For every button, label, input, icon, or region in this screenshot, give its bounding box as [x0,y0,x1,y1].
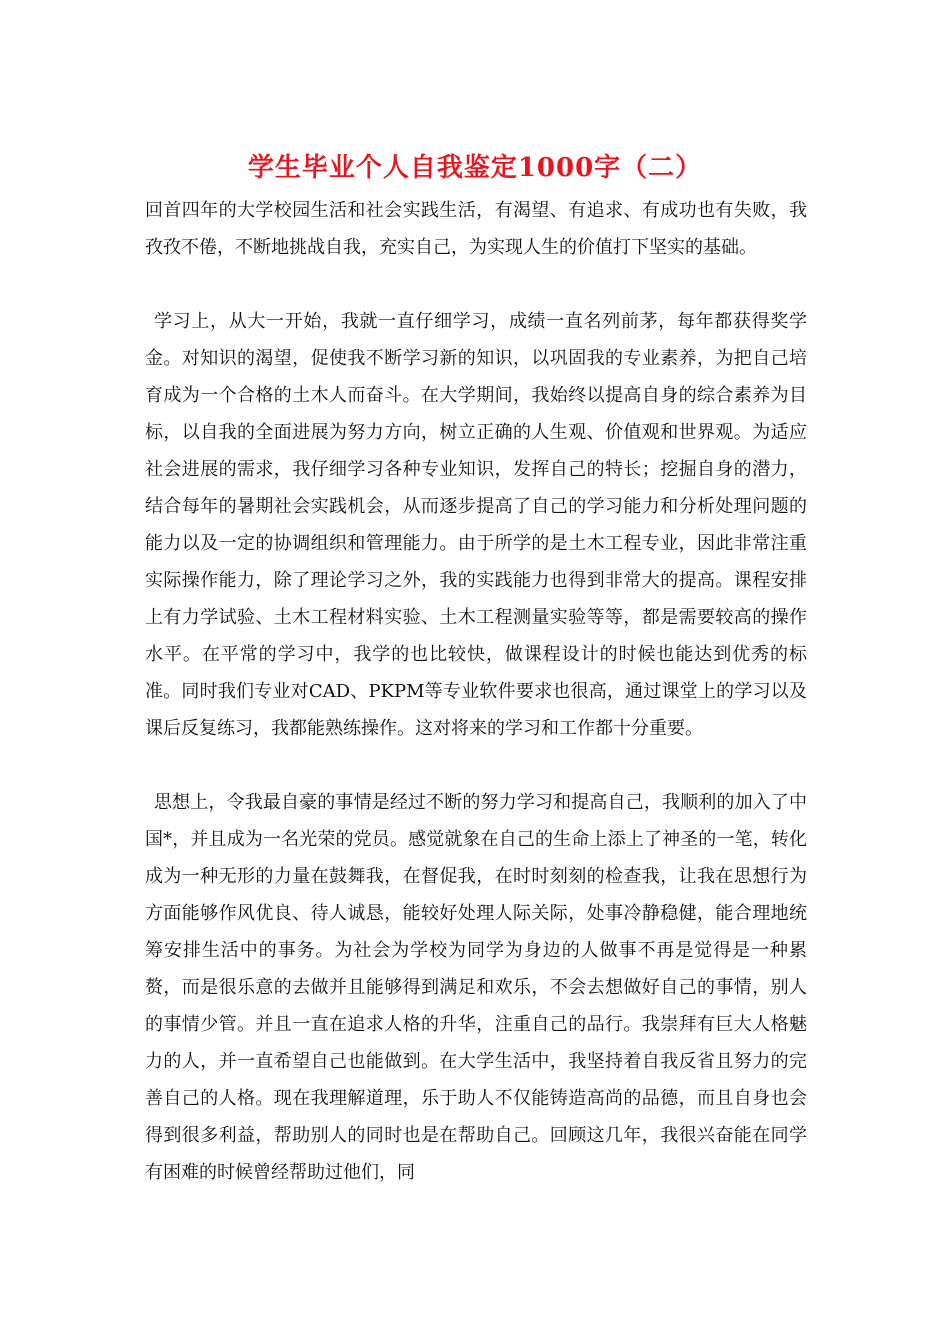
paragraph-intro: 回首四年的大学校园生活和社会实践生活，有渴望、有追求、有成功也有失败，我孜孜不倦，不断地挑战自我，充实自己，为实现人生的价值打下坚实的基础。 [145,200,807,258]
paragraph-spacer [145,747,807,784]
document-title: 学生毕业个人自我鉴定1000字（二） [247,153,703,183]
paragraph-thought: 思想上，令我最自豪的事情是经过不断的努力学习和提高自己，我顺利的加入了中国*，并且成为一名光荣的党员。感觉就象在自己的生命上添上了神圣的一笔，转化成为一种无形的力量在鼓舞我，在督促我，在时时刻刻的检查我，让我在思想行为方面能够作风优良、待人诚恳，能较好处理人际关际，处事冷静稳健，能合理地统筹安排生活中的事务。为社会为学校为同学为身边的人做事不再是觉得是一种累赘，而是很乐意的去做并且能够得到满足和欢乐，不会去想做好自己的事情，别人的事情少管。并且一直在追求人格的升华，注重自己的品行。我崇拜有巨大人格魅力的人，并一直希望自己也能做到。在大学生活中，我坚持着自我反省且努力的完善自己的人格。现在我理解道理，乐于助人不仅能铸造高尚的品德，而且自身也会得到很多利益，帮助别人的同时也是在帮助自己。回顾这几年，我很兴奋能在同学有困难的时候曾经帮助过他们，同 [145,792,807,1183]
paragraph-study: 学习上，从大一开始，我就一直仔细学习，成绩一直名列前茅，每年都获得奖学金。对知识的渴望，促使我不断学习新的知识，以巩固我的专业素养，为把自己培育成为一个合格的土木人而奋斗。在大学期间，我始终以提高自身的综合素养为目标，以自我的全面进展为努力方向，树立正确的人生观、价值观和世界观。为适应社会进展的需求，我仔细学习各种专业知识，发挥自己的特长；挖掘自身的潜力，结合每年的暑期社会实践机会，从而逐步提高了自己的学习能力和分析处理问题的能力以及一定的协调组织和管理能力。由于所学的是土木工程专业，因此非常注重实际操作能力，除了理论学习之外，我的实践能力也得到非常大的提高。课程安排上有力学试验、土木工程材料实验、土木工程测量实验等等，都是需要较高的操作水平。在平常的学习中，我学的也比较快，做课程设计的时候也能达到优秀的标准。同时我们专业对CAD、PKPM等专业软件要求也很高，通过课堂上的学习以及课后反复练习，我都能熟练操作。这对将来的学习和工作都十分重要。 [145,311,807,739]
document-body [145,192,807,1191]
paragraph-spacer [145,266,807,303]
